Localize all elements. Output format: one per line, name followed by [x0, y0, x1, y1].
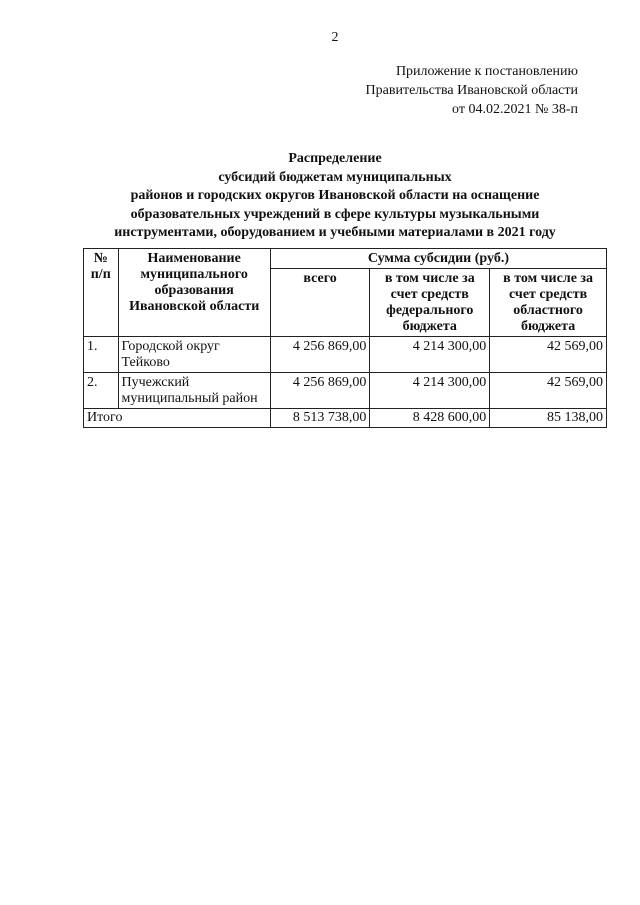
- title-line-1: Распределение: [288, 151, 382, 166]
- table-total-row: [84, 409, 607, 428]
- total-regional: 85 138,00: [490, 409, 607, 428]
- appendix-line-3: от 04.02.2021 № 38-п: [452, 102, 578, 117]
- row-municipality: Пучежский муниципальный район: [118, 373, 270, 409]
- row-federal: 4 214 300,00: [370, 337, 490, 373]
- row-total: 4 256 869,00: [270, 373, 370, 409]
- appendix-line-1: Приложение к постановлению: [395, 64, 578, 79]
- total-label: Итого: [84, 409, 271, 428]
- row-regional: 42 569,00: [490, 337, 607, 373]
- document-title: [0, 150, 640, 243]
- table-header-row: [84, 249, 607, 269]
- title-line-4: образовательных учреждений в сфере культуры музыкальными: [130, 206, 540, 222]
- total-sum: 8 513 738,00: [270, 409, 370, 428]
- header-total: всего: [270, 269, 370, 337]
- row-municipality: Городской округ Тейково: [118, 337, 270, 373]
- title-line-5: инструментами, оборудованием и учебными материалами в 2021 году: [114, 225, 556, 240]
- appendix-reference: [366, 62, 578, 119]
- header-num: № п/п: [84, 249, 119, 337]
- header-subsidy-sum: Сумма субсидии (руб.): [270, 249, 606, 269]
- subsidy-table: [83, 248, 607, 428]
- header-municipality: Наименование муниципального образования Ивановской области: [118, 249, 270, 337]
- row-regional: 42 569,00: [490, 373, 607, 409]
- table-row: [84, 337, 607, 373]
- title-line-3: районов и городских округов Ивановской области на оснащение: [130, 188, 540, 203]
- row-total: 4 256 869,00: [270, 337, 370, 373]
- header-federal: в том числе за счет средств федерального бюджета: [370, 269, 490, 337]
- title-line-2: субсидий бюджетам муниципальных: [218, 169, 452, 185]
- row-num: 1.: [84, 337, 119, 373]
- total-federal: 8 428 600,00: [370, 409, 490, 428]
- appendix-line-2: Правительства Ивановской области: [365, 83, 578, 98]
- page-number: 2: [331, 30, 339, 45]
- row-num: 2.: [84, 373, 119, 409]
- row-federal: 4 214 300,00: [370, 373, 490, 409]
- table-row: [84, 373, 607, 409]
- header-regional: в том числе за счет средств областного бюджета: [490, 269, 607, 337]
